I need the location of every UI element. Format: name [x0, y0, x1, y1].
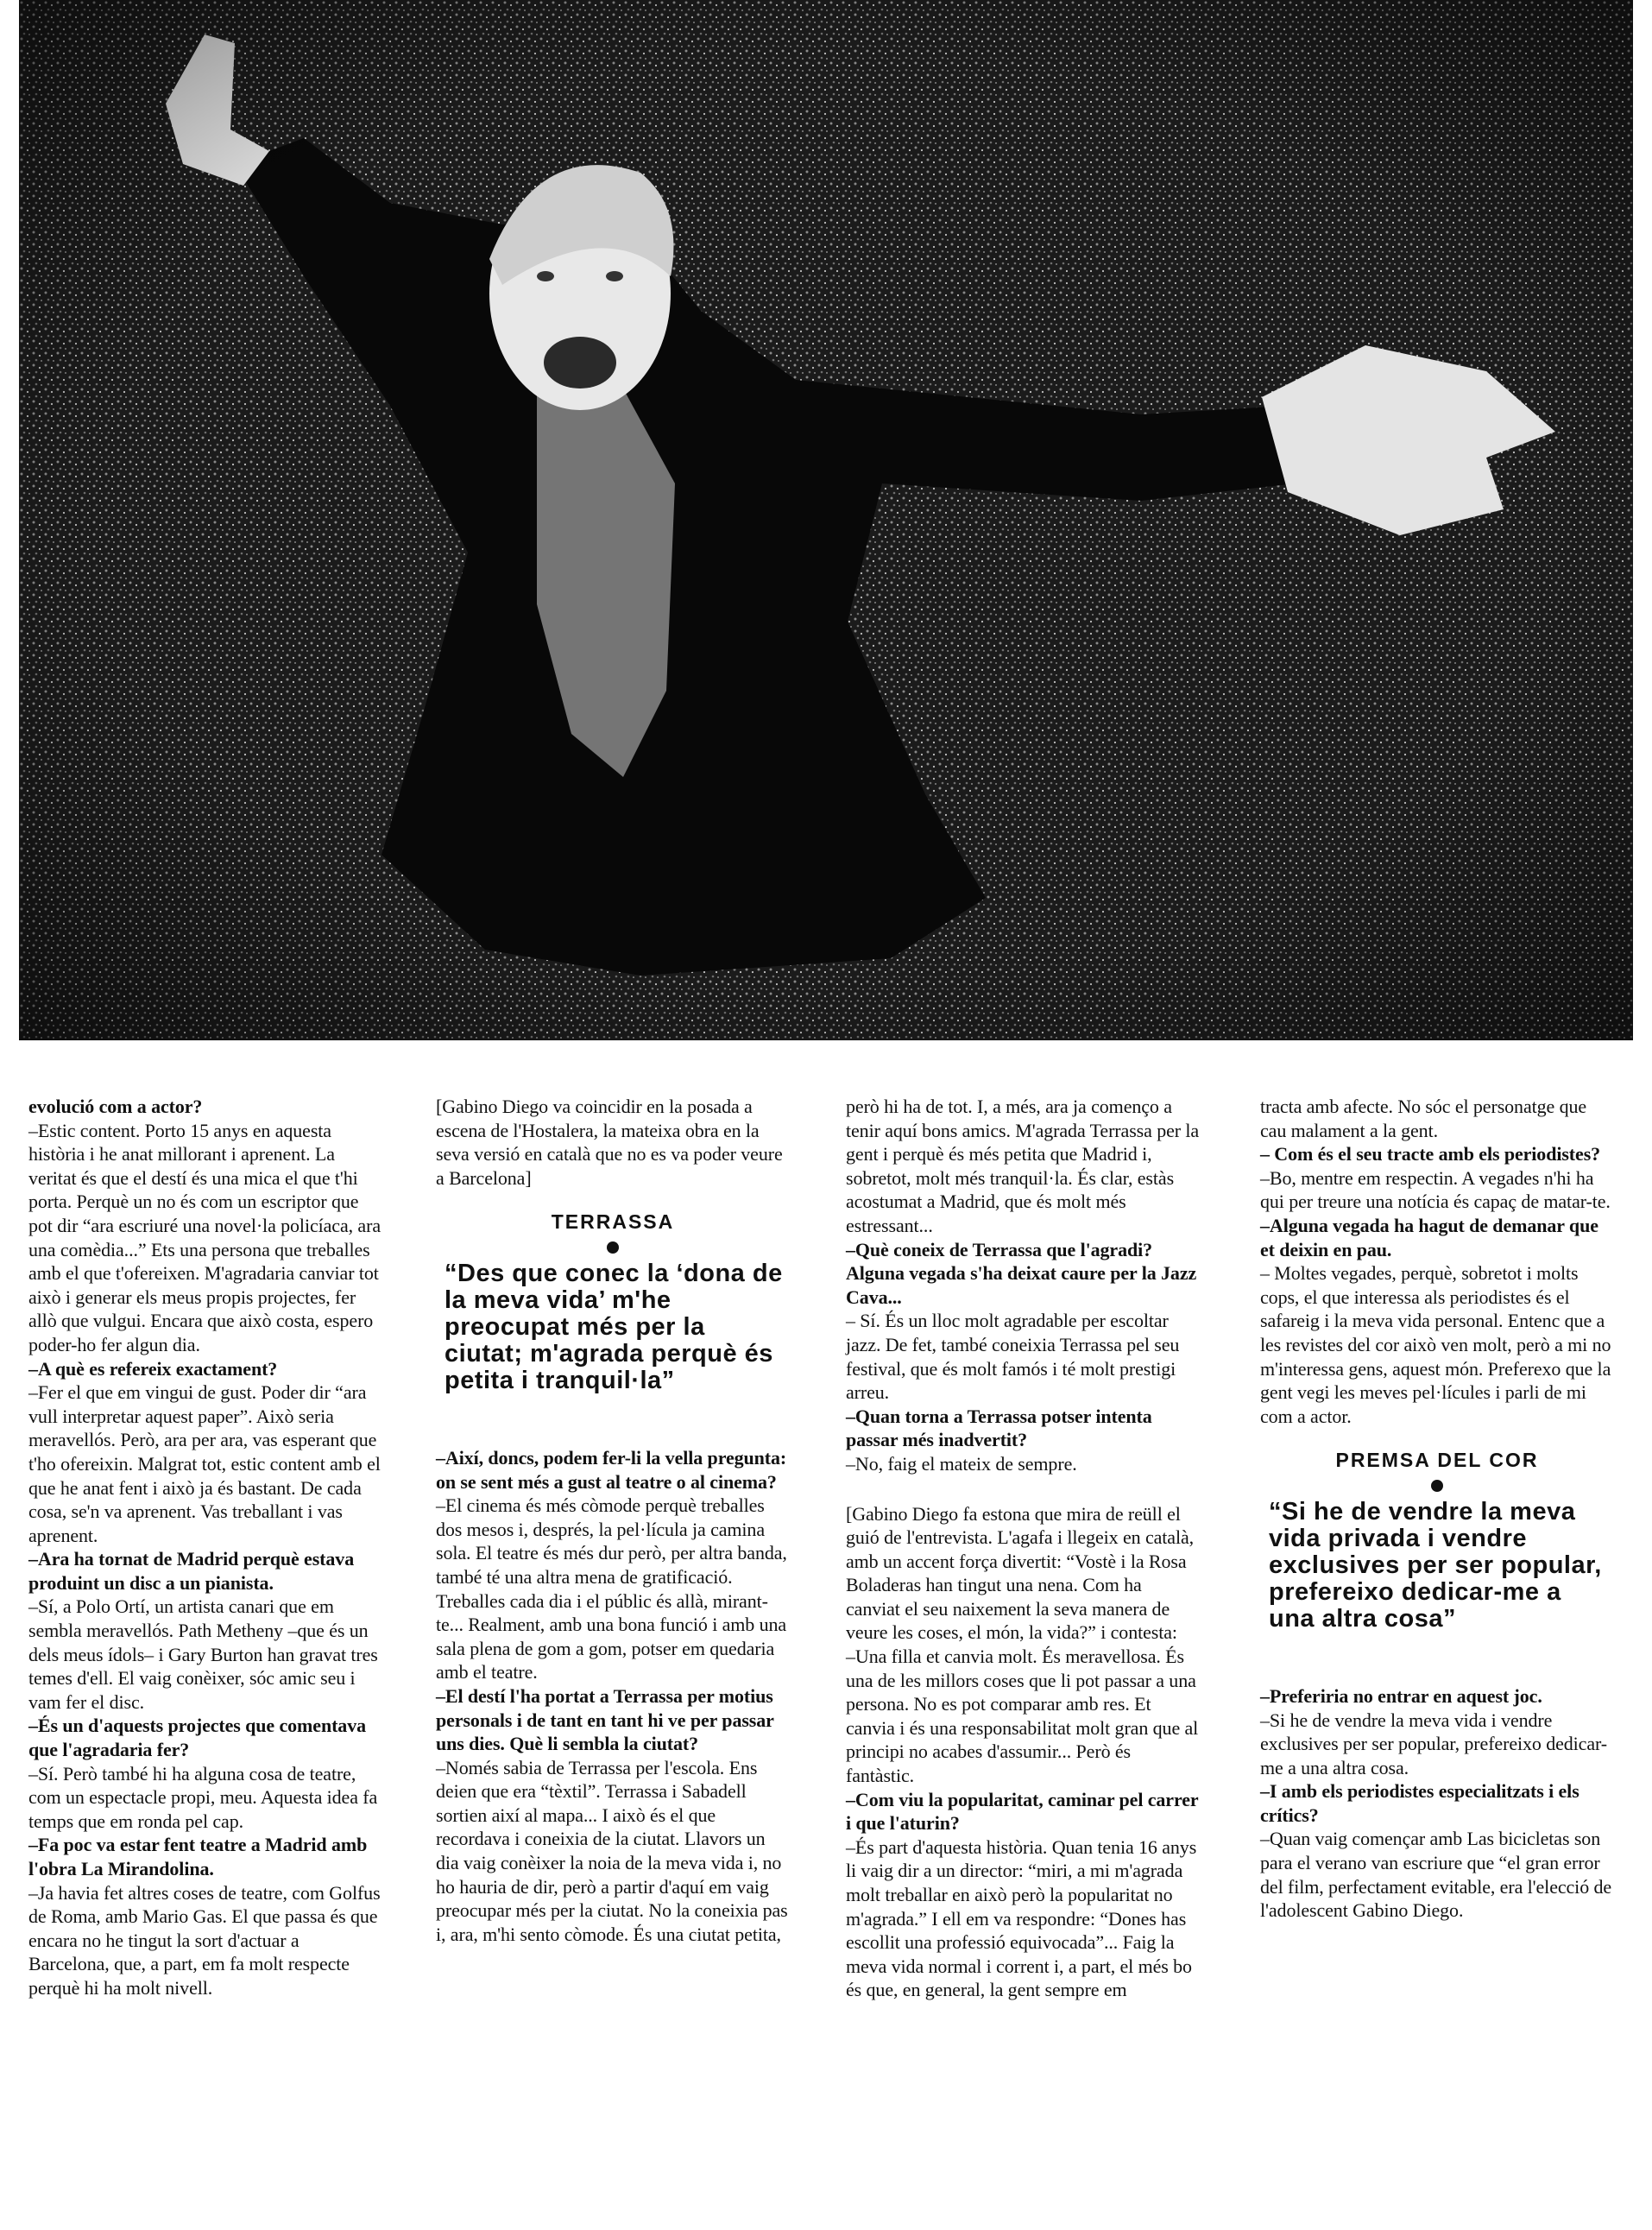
- column-4-body-b: [1260, 1684, 1614, 1923]
- interview-answer: –Una filla et canvia molt. És meravellosa. És una de les millors coses que li pot passar a una persona. No es pot comparar amb res. Et canvia i és una responsabilitat molt gran que al principi no acabes d'assumir... Però és fantàstic.: [846, 1646, 1199, 1787]
- interview-answer: –Estic content. Porto 15 anys en aquesta història i he anat millorant i aprenent. La veritat és que el destí és una mica el que t'hi porta. Perquè un no és com un escriptor que pot dir “ara escriuré una novel·la policíaca, ara una comèdia...” Ets una persona que treballes amb el que t'ofereixen. M'agradaria canviar tot això i generar els meus propis projectes, fer allò que vulgui. Encara que això costa, espero poder-ho fer algun dia.: [28, 1119, 381, 1355]
- column-1: [28, 1095, 382, 2000]
- interview-answer: tracta amb afecte. No sóc el personatge que cau malament a la gent.: [1260, 1096, 1587, 1141]
- interview-answer: –Bo, mentre em respectin. A vegades n'hi ha qui per treure una notícia és capaç de matar-te.: [1260, 1166, 1611, 1213]
- interview-answer: – Moltes vegades, perquè, sobretot i molts cops, el que interessa als periodistes és el safareig i la meva vida personal. Entenc que a les revistes del cor això ven molt, però a mi no m'interessa gens, aquest món. Preferexo que la gent vegi les meves pel·lícules i parli de mi com a actor.: [1260, 1262, 1611, 1427]
- pull-quote: “Si he de vendre la meva vida privada i vendre exclusives per ser popular, prefereixo dedicar-me a una altra cosa”: [1269, 1497, 1602, 1633]
- interview-question: – Com és el seu tracte amb els periodistes?: [1260, 1143, 1601, 1166]
- interview-question: –És un d'aquests projectes que comentava que l'agradaria fer?: [28, 1715, 367, 1761]
- editor-note: [Gabino Diego fa estona que mira de reüll el guió de l'entrevista. L'agafa i llegeix en català, amb un accent força divertit: “Vostè i la Rosa Boladeras han tingut una nena. Com ha canviat el seu naixement la seva manera de veure les coses, el món, la vida?” i contesta:: [846, 1502, 1195, 1644]
- column-3-body-b: [846, 1645, 1200, 2002]
- interview-answer: –El cinema és més còmode perquè treballes dos mesos i, després, la pel·lícula ja camina sola. El teatre és més dur però, per altra banda, també té una altra mena de gratificació. Treballes cada dia i el públic és allà, mirant-te... Realment, amb una bona funció i amb una sala plena de gom a gom, potser em quedaria amb el teatre.: [436, 1494, 787, 1684]
- interview-question: –Fa poc va estar fent teatre a Madrid amb l'obra La Mirandolina.: [28, 1834, 368, 1879]
- interview-answer: –És part d'aquesta història. Quan tenia 16 anys li vaig dir a un director: “miri, a mi m'agrada molt treballar en això però la popularitat no m'agrada.” I ell em va respondre: “Dones has escollit una professió equivocada”... Faig la meva vida normal i corrent i, a part, el més bo és que, en general, la gent sempre em: [846, 1835, 1197, 2001]
- interview-answer: –Només sabia de Terrassa per l'escola. Ens deien que era “tèxtil”. Terrassa i Sabadell sortien així al mapa... I això és el que recordava i coneixia de la ciutat. Llavors un dia vaig conèixer la noia de la meva vida i, no ho hauria de dir, però a partir d'aquí em vaig preocupar més per la ciutat. No la coneixia pas i, ara, m'hi sento còmode. És una ciutat petita,: [436, 1756, 788, 1945]
- column-4-body: [1260, 1095, 1614, 1428]
- interview-question: –Ara ha tornat de Madrid perquè estava produint un disc a un pianista.: [28, 1548, 355, 1594]
- column-3-body: [846, 1095, 1200, 1476]
- column-3: [846, 1095, 1200, 2002]
- section-header-terrassa: [436, 1210, 790, 1254]
- interview-answer: –Ja havia fet altres coses de teatre, com Golfus de Roma, amb Mario Gas. El que passa és que encara no he tingut la sort d'actuar a Barcelona, que, a part, em fa molt respecte perquè hi ha molt nivell.: [28, 1881, 381, 1999]
- interview-answer: – Sí. És un lloc molt agradable per escoltar jazz. De fet, també coneixia Terrassa pel seu festival, que és molt famós i té molt prestigi arreu.: [846, 1310, 1180, 1404]
- bullet-icon: [1431, 1480, 1443, 1492]
- interview-answer: –Sí, a Polo Ortí, un artista canari que em sembla meravellós. Path Metheny –que és un dels meus ídols– i Gary Burton han gravat tres temes d'ell. El vaig conèixer, sóc amic seu i vam fer el disc.: [28, 1595, 378, 1713]
- interview-answer: evolució com a actor?: [28, 1096, 203, 1117]
- interview-answer: –Quan vaig començar amb Las bicicletas son para el verano van escriure que “el gran error del film, perfectament evitable, era l'elecció de l'adolescent Gabino Diego.: [1260, 1828, 1612, 1922]
- interview-question: –Com viu la popularitat, caminar pel carrer i que l'aturin?: [846, 1788, 1199, 1835]
- interview-question: –Què coneix de Terrassa que l'agradi? Alguna vegada s'ha deixat caure per la Jazz Cava...: [846, 1238, 1197, 1308]
- interview-answer: però hi ha de tot. I, a més, ara ja començo a tenir aquí bons amics. M'agrada Terrassa per la gent i perquè és més petita que Madrid i, sobretot, molt més tranquil·la. És clar, estàs acostumat a Madrid, que és molt més estressant...: [846, 1096, 1200, 1236]
- bullet-icon: [607, 1241, 619, 1254]
- interview-answer: –Si he de vendre la meva vida i vendre exclusives per ser popular, prefereixo dedicar-me a una altra cosa.: [1260, 1709, 1608, 1778]
- column-2-body: [436, 1446, 790, 1946]
- interview-question: –I amb els periodistes especialitzats i els crítics?: [1260, 1780, 1579, 1826]
- interview-question: –A què es refereix exactament?: [28, 1357, 278, 1380]
- interview-answer: –Sí. Però també hi ha alguna cosa de teatre, com un espectacle propi, meu. Aquesta idea fa temps que em ronda pel cap.: [28, 1762, 378, 1832]
- interview-question: –Preferiria no entrar en aquest joc.: [1260, 1684, 1542, 1707]
- column-4: [1260, 1095, 1614, 1923]
- section-header-premsa: [1260, 1449, 1614, 1492]
- column-2: [436, 1095, 790, 1946]
- interview-question: –Quan torna a Terrassa potser intenta passar més inadvertit?: [846, 1405, 1152, 1451]
- photo: [19, 0, 1633, 1040]
- article-columns: [0, 1095, 1652, 2226]
- interview-question: –Així, doncs, podem fer-li la vella pregunta: on se sent més a gust al teatre o al cinema?: [436, 1446, 787, 1493]
- interview-question: –El destí l'ha portat a Terrassa per motius personals i de tant en tant hi ve per passar uns dies. Què li sembla la ciutat?: [436, 1684, 774, 1755]
- interview-answer: –Fer el que em vingui de gust. Poder dir “ara vull interpretar aquest paper”. Això seria meravellós. Però, ara per ara, vas esperant que t'ho ofereixin. Malgrat tot, estic content amb el que he anat fent i això ja és bastant. De cada cosa, se'n va aprenent. Vas treballant i vas aprenent.: [28, 1381, 381, 1546]
- section-title: PREMSA DEL COR: [1335, 1449, 1539, 1472]
- editor-note: [Gabino Diego va coincidir en la posada a escena de l'Hostalera, la mateixa obra en la seva versió en català que no es va poder veure a Barcelona]: [436, 1096, 783, 1189]
- photo-man-arms-outstretched: [19, 0, 1633, 1040]
- interview-answer: –No, faig el mateix de sempre.: [846, 1452, 1077, 1475]
- section-title: TERRASSA: [551, 1210, 675, 1234]
- pull-quote: “Des que conec la ‘dona de la meva vida’ m'he preocupat més per la ciutat; m'agrada perquè és petita i tranquil·la”: [445, 1259, 783, 1394]
- interview-question: –Alguna vegada ha hagut de demanar que et deixin en pau.: [1260, 1214, 1598, 1260]
